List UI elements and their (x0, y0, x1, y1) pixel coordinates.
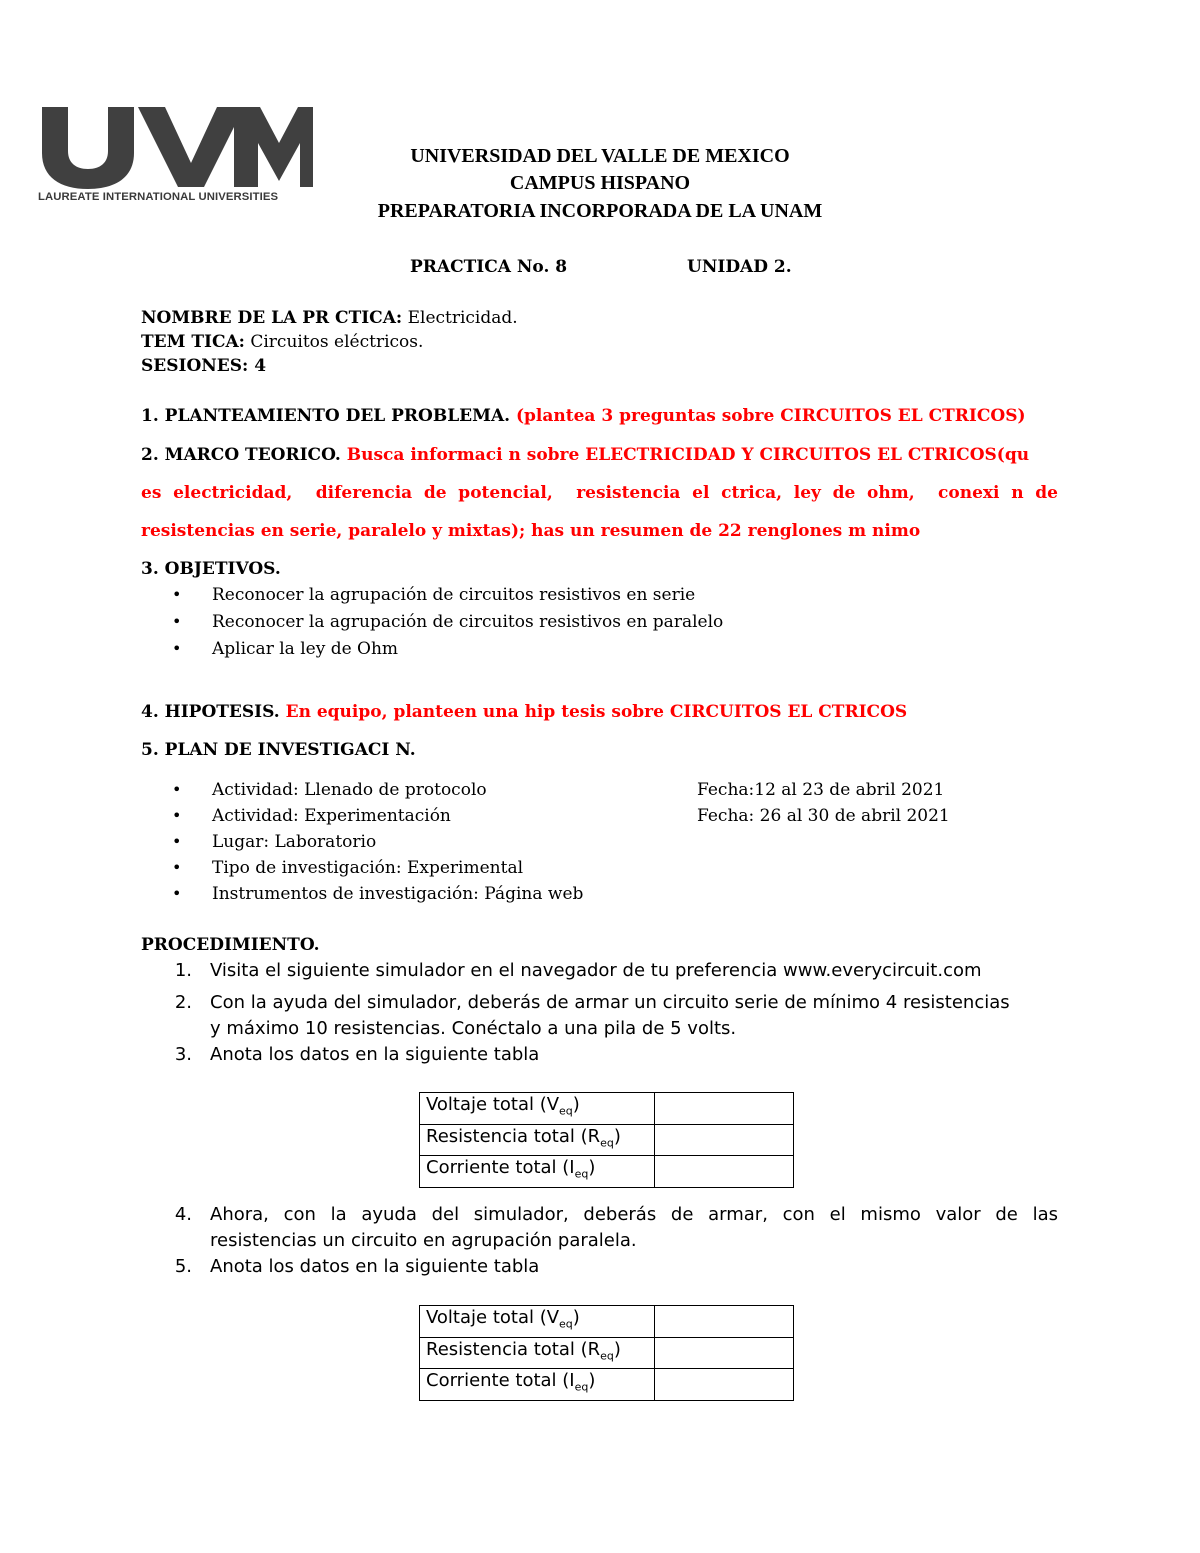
section-theory-label: 2. MARCO TEORICO. (141, 445, 341, 465)
procedure-step-4-line2: resistencias un circuito en agrupación paralela. (210, 1230, 637, 1251)
step-number: 3. (174, 1044, 192, 1065)
procedure-label: PROCEDIMIENTO. (141, 935, 320, 955)
procedure-step-2-line2: y máximo 10 resistencias. Conéctalo a una pila de 5 volts. (210, 1018, 737, 1039)
section-problem-text: (plantea 3 preguntas sobre CIRCUITOS EL CTRICOS) (510, 406, 1026, 426)
section-plan-label: 5. PLAN DE INVESTIGACI N. (141, 740, 416, 760)
table-cell-value[interactable] (655, 1306, 794, 1338)
table-row (420, 1124, 794, 1156)
practice-topic-label: TEM TICA: (141, 332, 245, 352)
step-number: 1. (174, 960, 192, 981)
section-objectives-label: 3. OBJETIVOS. (141, 559, 281, 579)
step-number: 2. (174, 992, 192, 1013)
table-cell-label: Corriente total $(I_{eq})$ (420, 1369, 655, 1401)
campus-name: CAMPUS HISPANO (509, 172, 691, 194)
table-cell-label: Corriente total $(I_{eq})$ (420, 1156, 655, 1188)
table-cell-value[interactable] (655, 1369, 794, 1401)
table-row (420, 1156, 794, 1188)
table-cell-value[interactable] (655, 1337, 794, 1369)
plan-date: Fecha: 26 al 30 de abril 2021 (697, 806, 950, 826)
table-cell-value[interactable] (655, 1093, 794, 1125)
step-number: 4. (174, 1204, 192, 1225)
table-cell-label: Voltaje total $(V_{eq})$ (420, 1093, 655, 1125)
procedure-step-1: Visita el siguiente simulador en el navegador de tu preferencia www.everycircuit.com (210, 960, 982, 981)
plan-date: Fecha:12 al 23 de abril 2021 (697, 780, 945, 800)
parallel-data-table (419, 1305, 794, 1401)
practice-topic-value: Circuitos eléctricos. (244, 332, 424, 352)
table-row (420, 1093, 794, 1125)
table-cell-label: Resistencia total $(R_{eq})$ (420, 1337, 655, 1369)
practice-name-value: Electricidad. (402, 308, 518, 328)
school-name: PREPARATORIA INCORPORADA DE LA UNAM (377, 200, 823, 222)
logo-tagline: LAUREATE INTERNATIONAL UNIVERSITIES (38, 191, 279, 203)
section-theory-line3: resistencias en serie, paralelo y mixtas); has un resumen de 22 renglones m nimo (141, 521, 921, 541)
table-row (420, 1369, 794, 1401)
table-cell-label: Resistencia total $(R_{eq})$ (420, 1124, 655, 1156)
table-row (420, 1337, 794, 1369)
practice-name-label: NOMBRE DE LA PR CTICA: (141, 308, 403, 328)
procedure-step-3: Anota los datos en la siguiente tabla (210, 1044, 540, 1065)
section-hypothesis (141, 702, 907, 722)
section-theory (141, 445, 1029, 465)
section-problem-label: 1. PLANTEAMIENTO DEL PROBLEMA. (141, 406, 511, 426)
table-cell-value[interactable] (655, 1124, 794, 1156)
sessions: SESIONES: 4 (141, 356, 267, 376)
practice-unit: UNIDAD 2. (687, 257, 792, 277)
table-row (420, 1306, 794, 1338)
table-cell-value[interactable] (655, 1156, 794, 1188)
university-name: UNIVERSIDAD DEL VALLE DE MEXICO (410, 145, 790, 167)
section-theory-line1: Busca informaci n sobre ELECTRICIDAD Y CIRCUITOS EL CTRICOS(qu (340, 445, 1030, 465)
procedure-step-2-line1: Con la ayuda del simulador, deberás de armar un circuito serie de mínimo 4 resistencias (210, 992, 1010, 1013)
step-number: 5. (174, 1256, 192, 1277)
procedure-step-4-line1: Ahora, con la ayuda del simulador, deberás de armar, con el mismo valor de las (210, 1204, 1058, 1225)
procedure-step-5: Anota los datos en la siguiente tabla (210, 1256, 540, 1277)
section-problem (141, 406, 1026, 426)
series-data-table (419, 1092, 794, 1188)
practice-topic (141, 332, 423, 352)
practice-number: PRACTICA No. 8 (410, 257, 568, 277)
section-theory-line2: es electricidad, diferencia de potencial, resistencia el ctrica, ley de ohm, conexi n de (141, 483, 1058, 503)
section-hypothesis-label: 4. HIPOTESIS. (141, 702, 280, 722)
practice-name (141, 308, 518, 328)
table-cell-label: Voltaje total $(V_{eq})$ (420, 1306, 655, 1338)
section-hypothesis-text: En equipo, planteen una hip tesis sobre CIRCUITOS EL CTRICOS (279, 702, 908, 722)
